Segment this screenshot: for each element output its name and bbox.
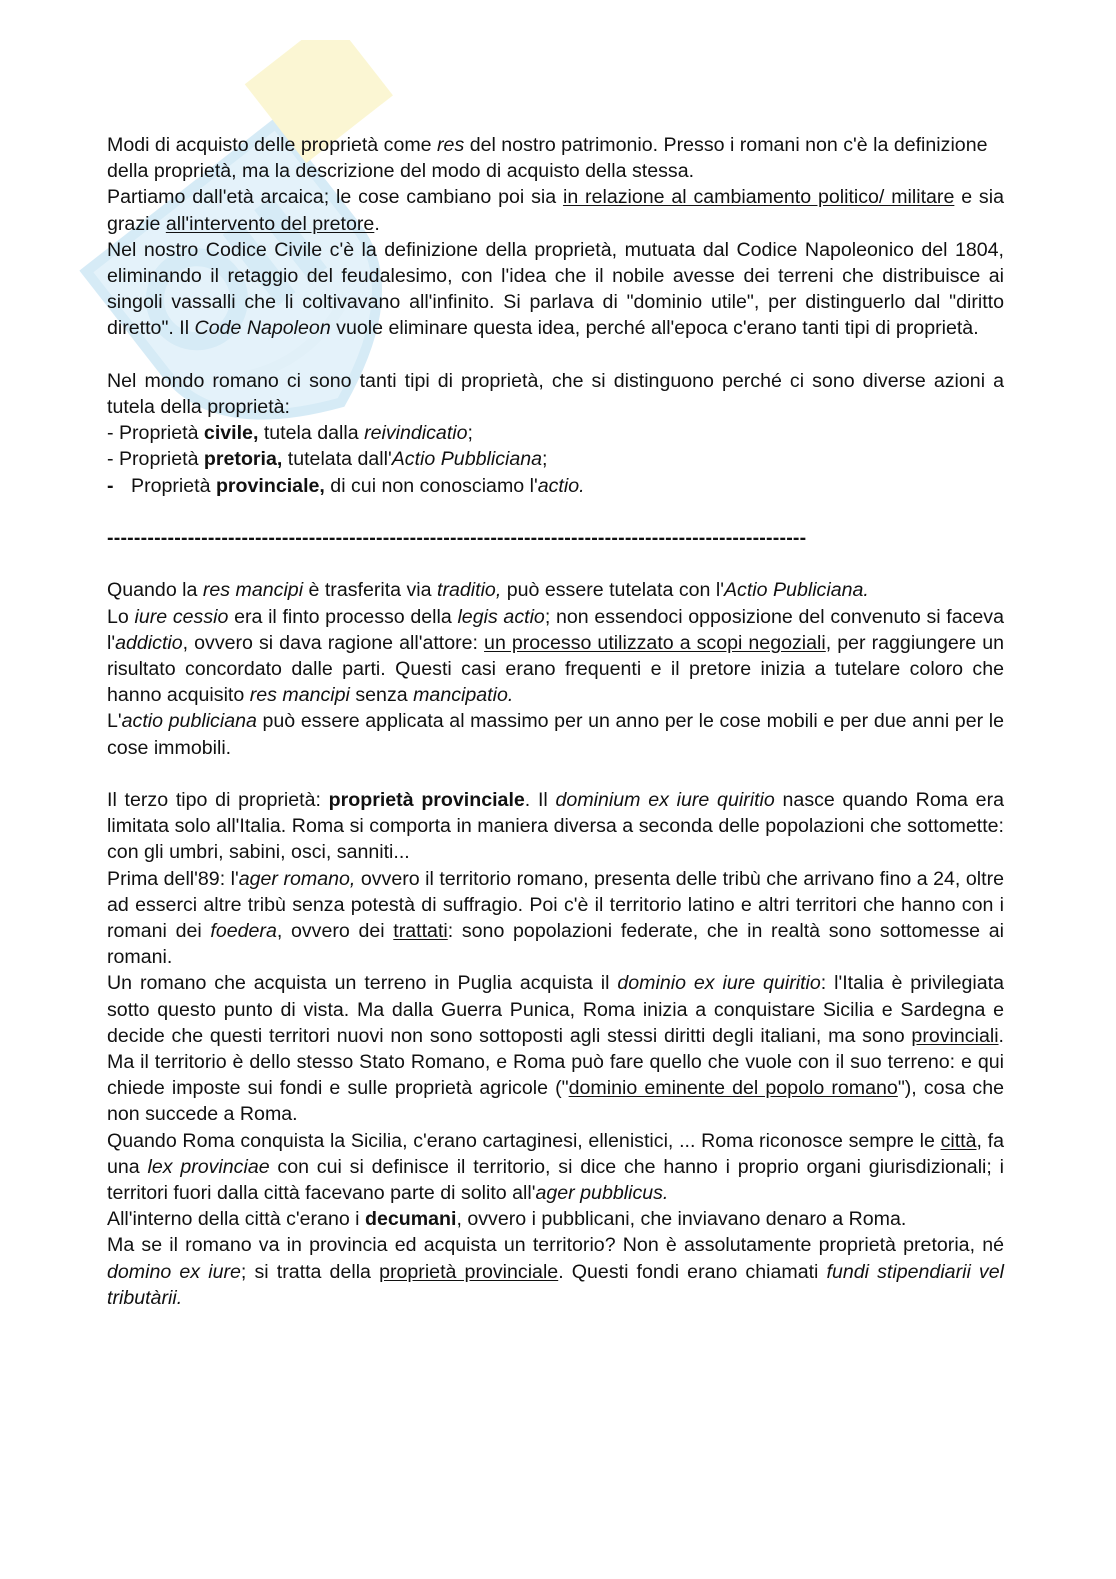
paragraph-prima-89: Prima dell'89: l'ager romano, ovvero il territorio romano, presenta delle tribù che arrivano fino a 24, oltre ad esserci altre tribù senza potestà di suffragio. Poi c'è il territorio latino e altri territori che hanno con i romani dei foedera, ovvero dei trattati: sono popolazioni federate, che in realtà sono sottomesse ai romani. xyxy=(107,867,1005,969)
paragraph-iure-cessio: Lo iure cessio era il finto processo della legis actio; non essendoci opposizione del convenuto si faceva l'addictio, ovvero si dava ragione all'attore: un processo utilizzato a scopi negoziali, per raggiungere un risultato concordato dalle parti. Questi casi erano frequenti e il pretore inizia a tutelare coloro che hanno acquisito res mancipi senza mancipatio. xyxy=(107,605,1005,707)
paragraph-puglia: Un romano che acquista un terreno in Puglia acquista il dominio ex iure quiritio: l'Italia è privilegiata sotto questo punto di vista. Ma dalla Guerra Punica, Roma inizia a conquistare Sicilia e Sardegna e decide che questi territori nuovi non sono sottoposti agli stessi diritti degli italiani, ma sono provinciali. Ma il territorio è dello stesso Stato Romano, e Roma può fare quello che vuole con il suo terreno: e qui chiede imposte sui fondi e sulle proprietà agricole ("dominio eminente del popolo romano"), cosa che non succede a Roma. xyxy=(107,972,1004,1126)
document-body xyxy=(107,132,1004,1311)
paragraph-decumani: All'interno della città c'erano i decumani, ovvero i pubblicani, che inviavano denaro a Roma. xyxy=(107,1208,907,1231)
spacer xyxy=(107,551,1004,577)
paragraph-acquisto: Modi di acquisto delle proprietà come res del nostro patrimonio. Presso i romani non c'è la definizione della proprietà, ma la descrizione del modo di acquisto della stessa. xyxy=(107,134,988,183)
spacer xyxy=(107,342,1004,368)
paragraph-actio-publiciana: L'actio publiciana può essere applicata al massimo per un anno per le cose mobili e per due anni per le cose immobili. xyxy=(107,710,1004,759)
spacer xyxy=(107,499,1004,525)
paragraph-provincia: Ma se il romano va in provincia ed acquista un territorio? Non è assolutamente proprietà pretoria, né domino ex iure; si tratta della proprietà provinciale. Questi fondi erano chiamati fundi stipendiarii vel tributàrii. xyxy=(107,1234,1004,1309)
list-item: - Proprietà pretoria, tutelata dall'Actio Pubbliciana; xyxy=(107,448,548,471)
spacer xyxy=(107,761,1004,787)
paragraph-mondo-romano: Nel mondo romano ci sono tanti tipi di proprietà, che si distinguono perché ci sono diverse azioni a tutela della proprietà: xyxy=(107,369,1004,419)
list-item: - Proprietà provinciale, di cui non conosciamo l'actio. xyxy=(107,474,585,497)
paragraph-eta-arcaica: Partiamo dall'età arcaica; le cose cambiano poi sia in relazione al cambiamento politico/ militare e sia grazie all'intervento del pretore. xyxy=(107,186,1004,235)
paragraph-terzo-tipo: Il terzo tipo di proprietà: proprietà provinciale. Il dominium ex iure quiritio nasce quando Roma era limitata solo all'Italia. Roma si comporta in maniera diversa a seconda delle popolazioni che sottomette: con gli umbri, sabini, osci, sanniti... xyxy=(107,789,1004,864)
paragraph-codice-civile: Nel nostro Codice Civile c'è la definizione della proprietà, mutuata dal Codice Napoleonico del 1804, eliminando il retaggio del feudalesimo, con l'idea che il nobile avesse dei terreni che distribuisce ai singoli vassalli che li coltivavano all'infinito. Si parlava di "dominio utile", per distinguerlo dal "diritto diretto". Il Code Napoleon vuole eliminare questa idea, perché all'epoca c'erano tanti tipi di proprietà. xyxy=(107,238,1004,340)
separator-line: -------------------------------------------------------------------------------------------------------- xyxy=(107,527,807,550)
paragraph-res-mancipi: Quando la res mancipi è trasferita via traditio, può essere tutelata con l'Actio Publiciana. xyxy=(107,579,869,602)
paragraph-sicilia: Quando Roma conquista la Sicilia, c'erano cartaginesi, ellenistici, ... Roma riconosce sempre le città, fa una lex provinciae con cui si definisce il territorio, si dice che hanno i proprio organi giurisdizionali; i territori fuori dalla città facevano parte di solito all'ager pubblicus. xyxy=(107,1129,1004,1205)
list-item: - Proprietà civile, tutela dalla reivindicatio; xyxy=(107,422,473,445)
